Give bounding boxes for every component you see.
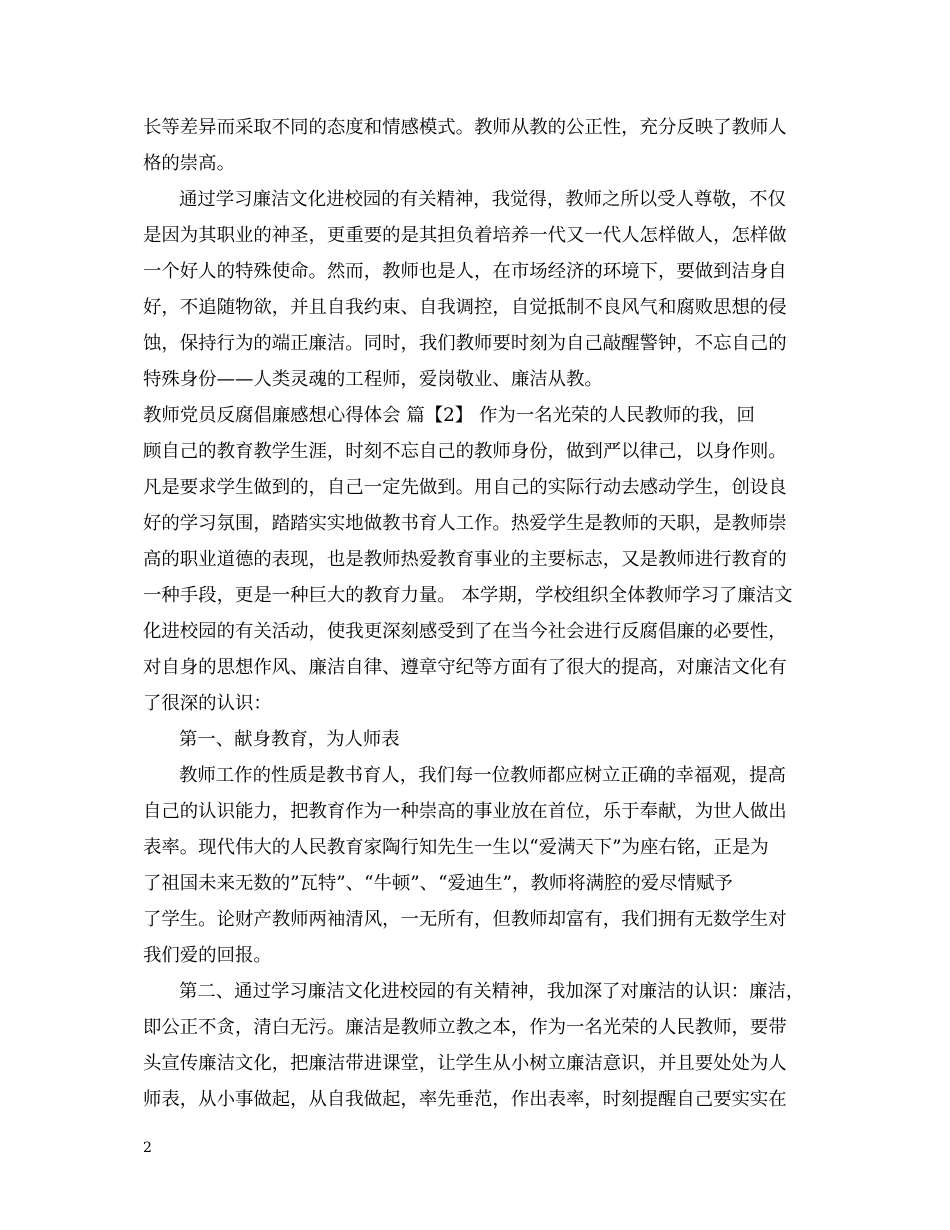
text-line: 第一、献身教育，为人师表 [179, 729, 400, 750]
text-line: 通过学习廉洁文化进校园的有关精神，我觉得，教师之所以受人尊敬，不仅 [179, 189, 786, 210]
text-line: 了很深的认识： [143, 693, 272, 714]
text-line: 教师工作的性质是教书育人，我们每一位教师都应树立正确的幸福观，提高 [179, 765, 786, 786]
text-line: 表率。现代伟大的人民教育家陶行知先生一生以“爱满天下”为座右铭，正是为 [143, 837, 769, 858]
text-line: 一种手段，更是一种巨大的教育力量。 本学期，学校组织全体教师学习了廉洁文 [143, 585, 793, 606]
text-line: 一个好人的特殊使命。然而，教师也是人，在市场经济的环境下，要做到洁身自 [143, 261, 787, 282]
text-line: 格的崇高。 [143, 153, 235, 174]
text-line: 自己的认识能力，把教育作为一种崇高的事业放在首位，乐于奉献，为世人做出 [143, 801, 787, 822]
text-line: 高的职业道德的表现，也是教师热爱教育事业的主要标志，又是教师进行教育的 [143, 549, 787, 570]
text-line: 了学生。论财产教师两袖清风，一无所有，但教师却富有，我们拥有无数学生对 [143, 909, 787, 930]
text-line: 头宣传廉洁文化，把廉洁带进课堂，让学生从小树立廉洁意识，并且要处处为人 [143, 1053, 787, 1074]
text-line: 第二、通过学习廉洁文化进校园的有关精神，我加深了对廉洁的认识：廉洁， [179, 981, 805, 1002]
text-line: 师表，从小事做起，从自我做起，率先垂范，作出表率，时刻提醒自己要实实在 [143, 1089, 787, 1110]
text-line: 对自身的思想作风、廉洁自律、遵章守纪等方面有了很大的提高，对廉洁文化有 [143, 657, 787, 678]
text-line: 凡是要求学生做到的，自己一定先做到。用自己的实际行动去感动学生，创设良 [143, 477, 787, 498]
text-line: 好的学习氛围，踏踏实实地做教书育人工作。热爱学生是教师的天职，是教师崇 [143, 513, 787, 534]
text-line: 我们爱的回报。 [143, 945, 272, 966]
text-line: 好，不追随物欲，并且自我约束、自我调控，自觉抵制不良风气和腐败思想的侵 [143, 297, 787, 318]
text-line: 教师党员反腐倡廉感想心得体会 篇【2】 作为一名光荣的人民教师的我，回 [143, 405, 755, 426]
text-line: 是因为其职业的神圣，更重要的是其担负着培养一代又一代人怎样做人，怎样做 [143, 225, 787, 246]
text-line: 化进校园的有关活动，使我更深刻感受到了在当今社会进行反腐倡廉的必要性， [143, 621, 787, 642]
body-text [143, 110, 808, 1118]
text-line: 特殊身份——人类灵魂的工程师，爱岗敬业、廉洁从教。 [143, 369, 603, 390]
page-number: 2 [143, 1140, 152, 1156]
text-line: 顾自己的教育教学生涯，时刻不忘自己的教师身份，做到严以律己，以身作则。 [143, 441, 787, 462]
text-line: 即公正不贪，清白无污。廉洁是教师立教之本，作为一名光荣的人民教师，要带 [143, 1017, 787, 1038]
text-line: 了祖国未来无数的”瓦特”、“牛顿”、“爱迪生”，教师将满腔的爱尽情赋予 [143, 873, 733, 894]
text-line: 长等差异而采取不同的态度和情感模式。教师从教的公正性，充分反映了教师人 [143, 117, 787, 138]
text-line: 蚀，保持行为的端正廉洁。同时，我们教师要时刻为自己敲醒警钟，不忘自己的 [143, 333, 787, 354]
